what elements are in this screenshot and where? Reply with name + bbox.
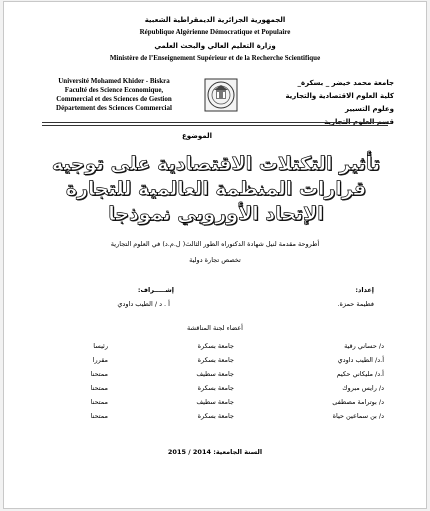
specialty: تخصص تجارة دولية [189, 256, 241, 264]
committee-row [64, 384, 384, 395]
university-block-french [40, 77, 188, 113]
committee-row [64, 356, 384, 367]
thesis-title-line-2: قرارات المنظمة العالمية للتجارة [65, 178, 367, 200]
department-name-ar: قسم العلوم التجارية [324, 118, 394, 126]
academic-year: السنة الجامعية: 2014 / 2015 [167, 448, 263, 456]
university-seal-icon [204, 78, 238, 112]
committee-member-role: ممتحنا [90, 412, 108, 420]
department-name-fr: Département des Sciences Commercial [56, 104, 172, 112]
committee-row [64, 412, 384, 423]
committee-member-affiliation: جامعة سطيف [196, 398, 234, 406]
supervision-label: إشـــــراف: [137, 286, 174, 294]
committee-member-affiliation: جامعة بسكرة [197, 412, 234, 420]
subject-label: الموضوع [181, 132, 212, 140]
committee-member-affiliation: جامعة سطيف [196, 370, 234, 378]
author-name: فطيمة حمزة. [337, 300, 374, 308]
thesis-title-line-1: تأثير التكتلات الاقتصادية على توجيه [51, 153, 381, 175]
committee-member-role: رئيسا [93, 342, 108, 350]
university-name-fr: Université Mohamed Khider - Biskra [58, 77, 170, 85]
thesis-note: أطروحة مقدمة لنيل شهادة الدكتوراه الطور الثالث( ل.م.د) في العلوم التجارية [110, 240, 320, 248]
header-divider [42, 122, 388, 123]
committee-title: أعضاء لجنة المناقشة [187, 324, 243, 332]
university-name-ar: جامعة محمد خيضر _ بسكرة_ [297, 79, 394, 87]
faculty-name-fr: Faculté des Science Economique, [64, 86, 164, 94]
committee-member-affiliation: جامعة بسكرة [197, 384, 234, 392]
committee-member-role: ممتحنا [90, 398, 108, 406]
supervisor-name: أ . د / الطيب داودي [117, 300, 170, 308]
committee-member-name: د/ بن سماعين حياة [332, 412, 384, 420]
committee-row [64, 342, 384, 353]
committee-row [64, 398, 384, 409]
committee-member-name: د/ بوترامة مصطفى [332, 398, 384, 406]
committee-row [64, 370, 384, 381]
ministry-french: Ministère de l’Enseignement Supérieur et de la Recherche Scientifique [109, 54, 321, 62]
thesis-title-line-3: الإتحاد الأوروبي نموذجا [108, 203, 324, 225]
faculty-name-fr-cont: Commercial et des Sciences de Gestion [56, 95, 172, 103]
committee-member-name: د/ رايس مبروك [342, 384, 384, 392]
republic-arabic: الجمهورية الجزائرية الديمقراطية الشعبية [144, 16, 286, 24]
thesis-cover-page [3, 1, 427, 509]
committee-member-name: د/ حساني رقية [344, 342, 384, 350]
committee-member-affiliation: جامعة بسكرة [197, 342, 234, 350]
prepared-label: إعداد: [355, 286, 374, 294]
faculty-name-ar: كلية العلوم الاقتصادية والتجارية وعلوم التسيير [285, 92, 394, 113]
committee-member-name: أ.د/ الطيب داودي [337, 356, 384, 364]
committee-member-role: ممتحنا [90, 370, 108, 378]
committee-member-role: مقررا [92, 356, 108, 364]
committee-member-name: أ.د/ مليكاني حكيم [336, 370, 384, 378]
committee-member-role: ممتحنا [90, 384, 108, 392]
republic-french: République Algérienne Démocratique et Populaire [139, 28, 291, 36]
committee-member-affiliation: جامعة بسكرة [197, 356, 234, 364]
ministry-arabic: وزارة التعليم العالي والبحث العلمي [154, 42, 276, 50]
header-divider-second [42, 125, 388, 126]
